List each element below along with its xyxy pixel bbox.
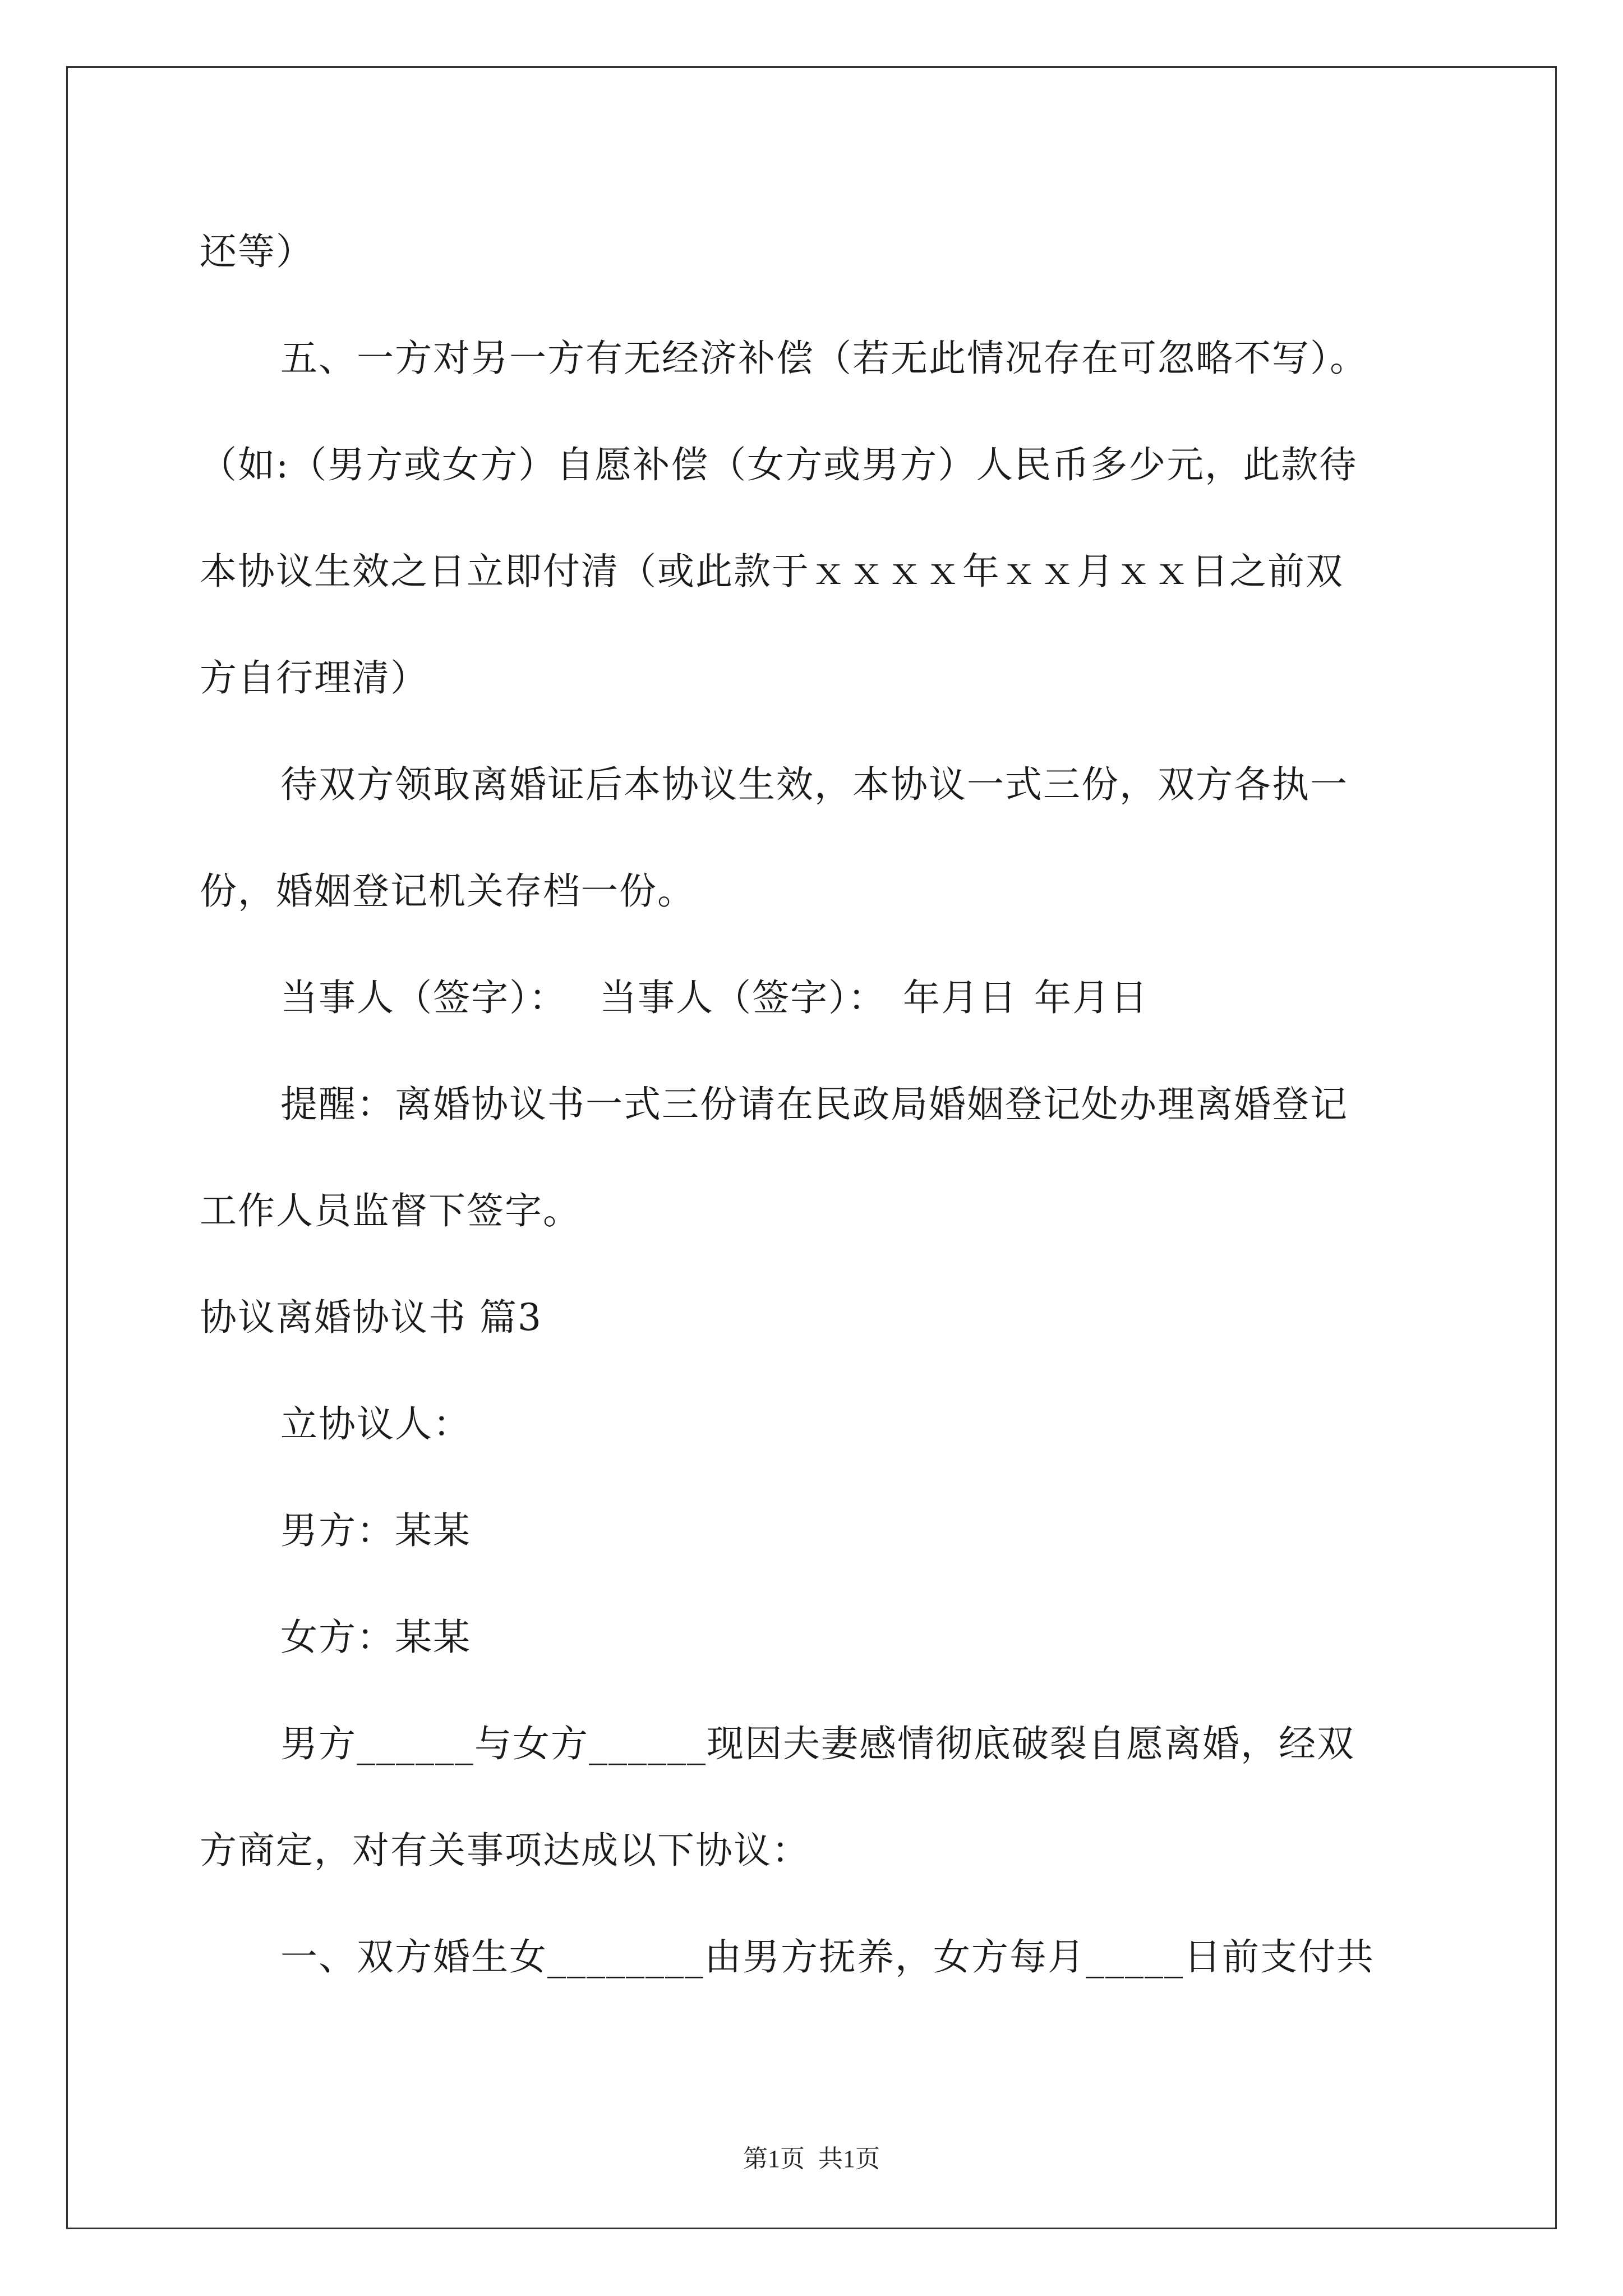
section-heading: 协议离婚协议书 篇3 bbox=[200, 1296, 542, 1339]
text-line-5: 方自行理清） bbox=[200, 656, 428, 700]
signature-line bbox=[280, 976, 1149, 1019]
text-line-17: 一、双方婚生女________由男方抚养，女方每月_____日前支付共 bbox=[280, 1935, 1375, 1978]
current-page: 第1页 bbox=[743, 2145, 805, 2173]
text-line-1: 还等） bbox=[200, 230, 314, 273]
text-line-9: 提醒：离婚协议书一式三份请在民政局婚姻登记处办理离婚登记 bbox=[280, 1083, 1348, 1126]
page-footer bbox=[0, 2138, 1623, 2174]
text-line-13: 男方：某某 bbox=[280, 1509, 471, 1552]
text-line-2: 五、一方对另一方有无经济补偿（若无此情况存在可忽略不写）。 bbox=[280, 337, 1368, 380]
text-line-14: 女方：某某 bbox=[280, 1616, 471, 1659]
text-line-4: 本协议生效之日立即付清（或此款于ｘｘｘｘ年ｘｘ月ｘｘ日之前双 bbox=[200, 550, 1344, 593]
text-line-7: 份，婚姻登记机关存档一份。 bbox=[200, 869, 695, 913]
signature-date-a: 年月日 bbox=[903, 976, 1017, 1019]
total-pages: 共1页 bbox=[818, 2145, 880, 2173]
signature-date-b: 年月日 bbox=[1034, 976, 1149, 1019]
text-line-3: （如:（男方或女方）自愿补偿（女方或男方）人民币多少元，此款待 bbox=[200, 443, 1358, 486]
text-line-10: 工作人员监督下签字。 bbox=[200, 1189, 581, 1232]
page-border bbox=[66, 66, 1557, 2229]
signature-party-a: 当事人（签字）： bbox=[280, 976, 567, 1019]
text-line-16: 方商定，对有关事项达成以下协议： bbox=[200, 1829, 810, 1872]
text-line-12: 立协议人： bbox=[280, 1402, 471, 1446]
text-line-15: 男方______与女方______现因夫妻感情彻底破裂自愿离婚，经双 bbox=[280, 1722, 1355, 1765]
signature-party-b: 当事人（签字）： bbox=[600, 976, 886, 1019]
text-line-6: 待双方领取离婚证后本协议生效，本协议一式三份，双方各执一 bbox=[280, 763, 1348, 806]
